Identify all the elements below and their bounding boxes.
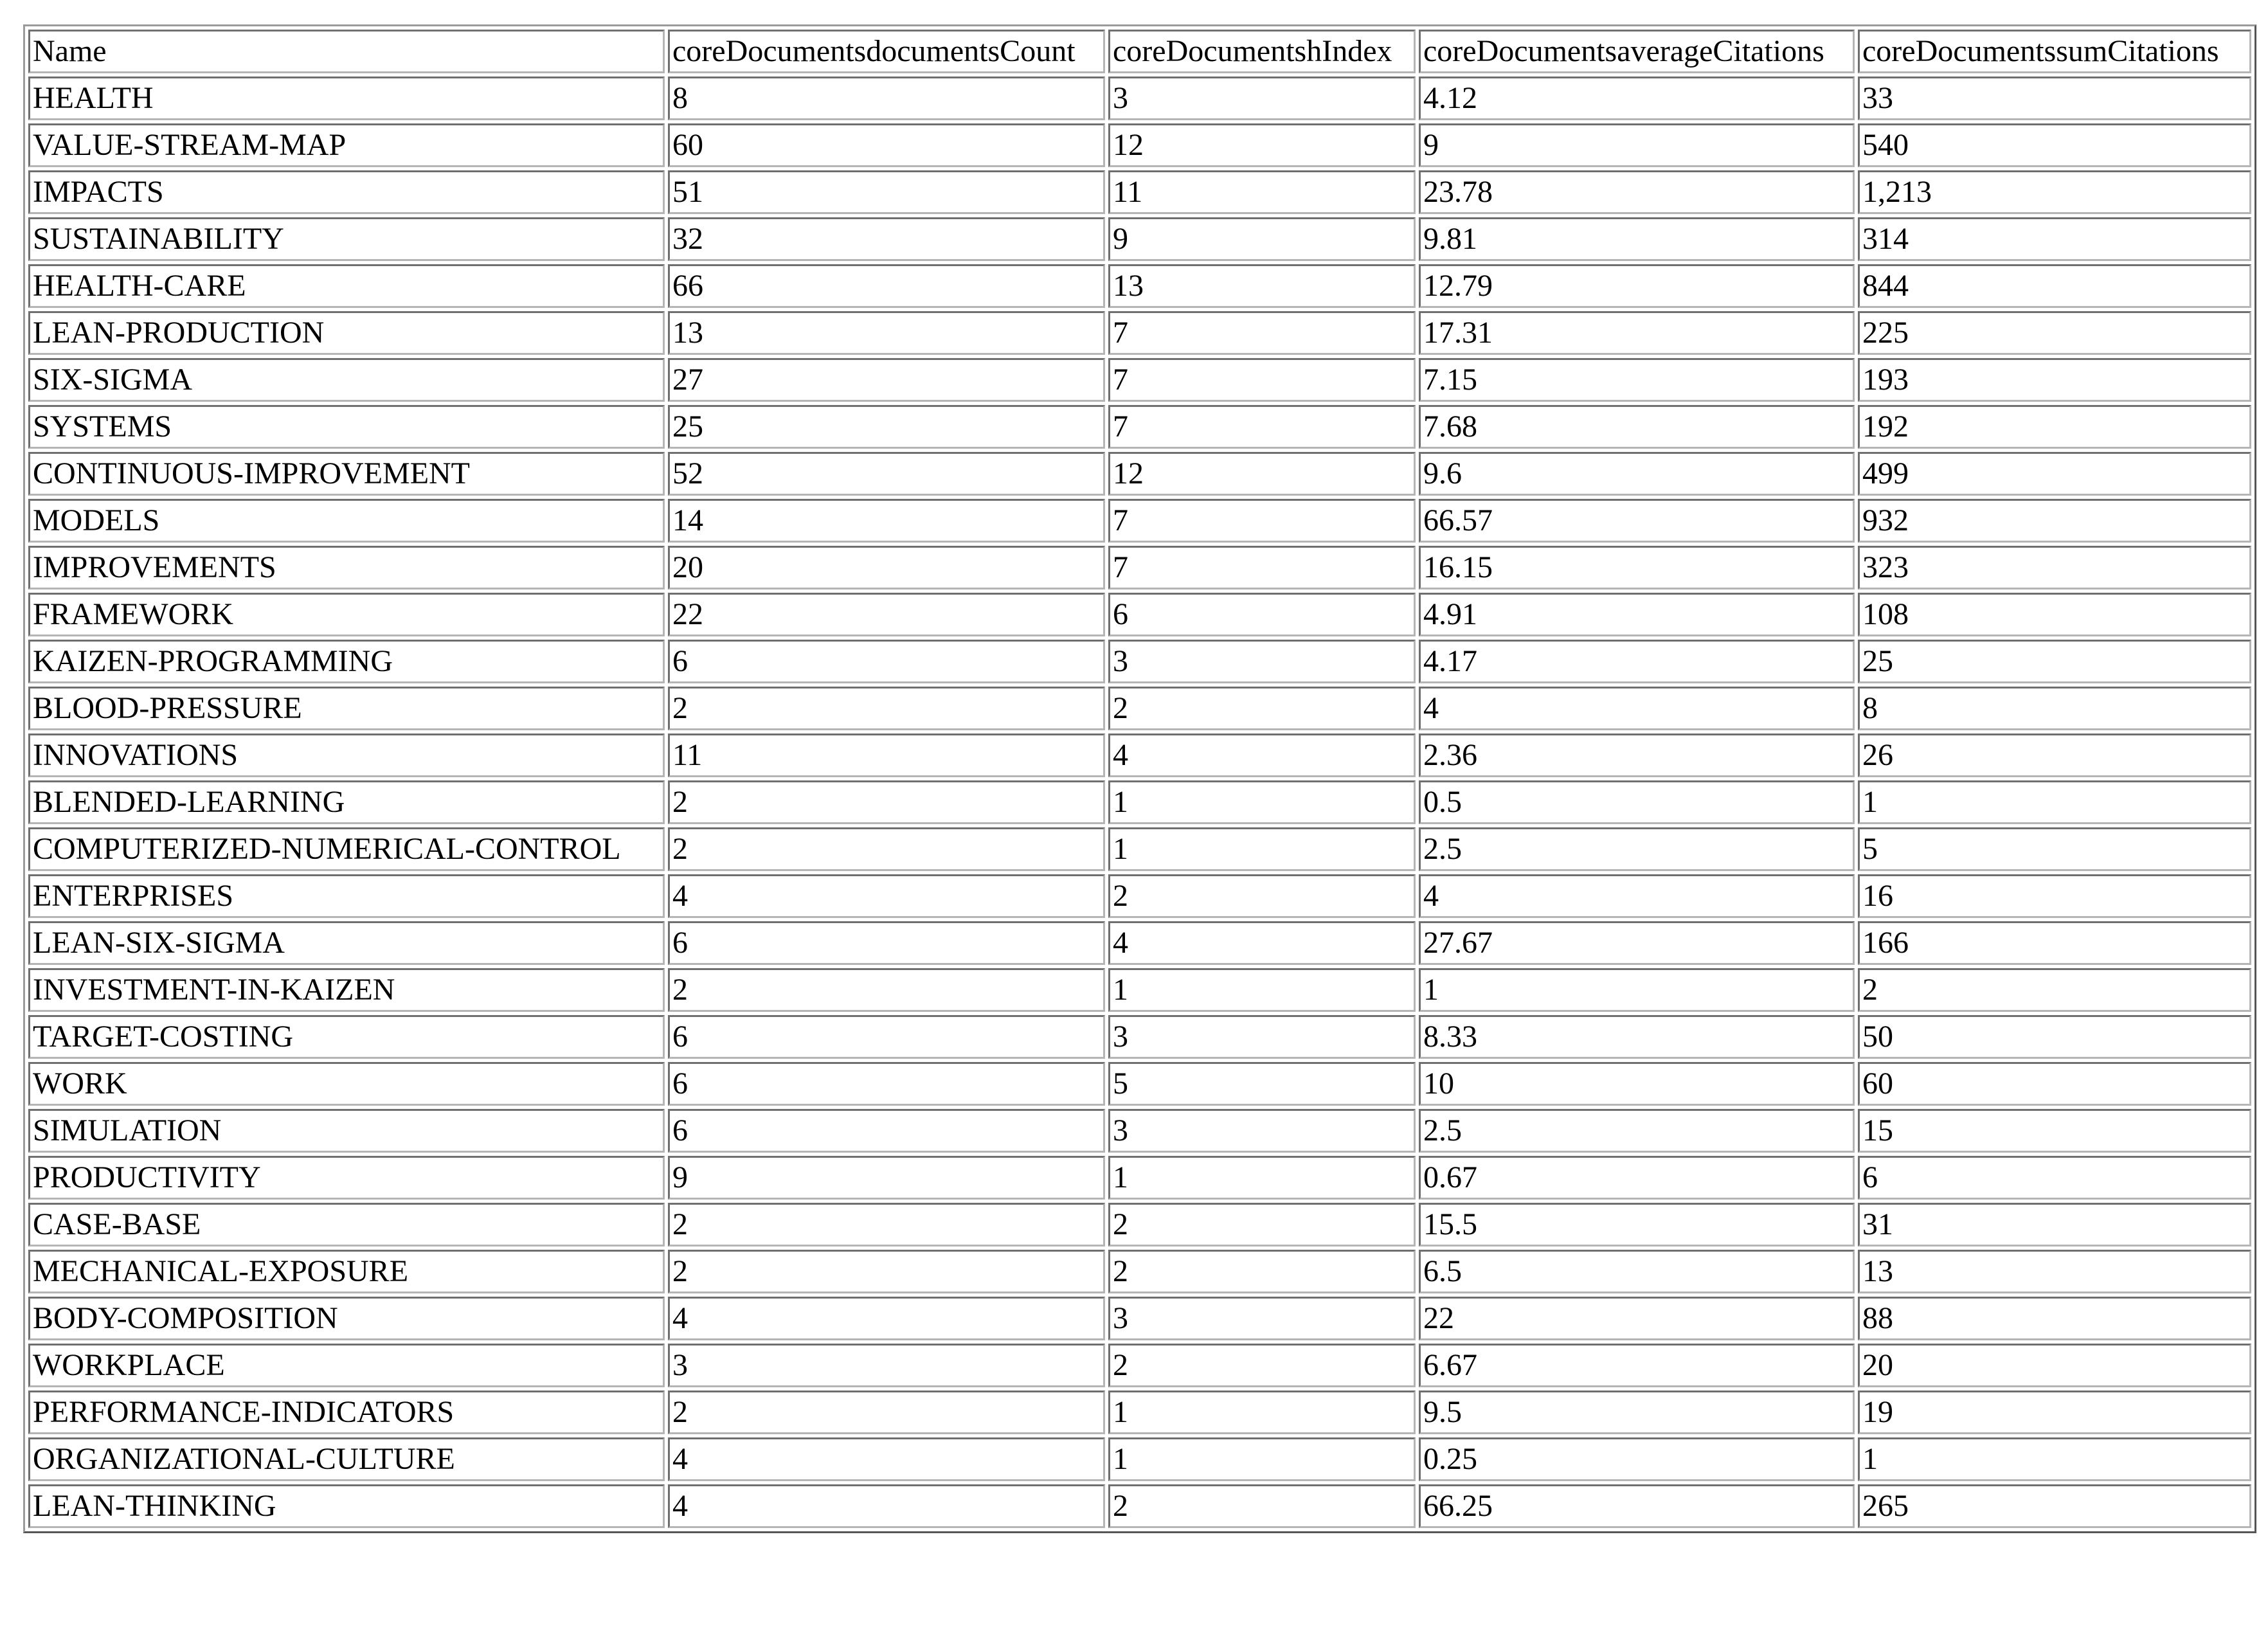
cell-documents-count: 2: [668, 1203, 1105, 1246]
cell-h-index: 7: [1108, 358, 1416, 402]
cell-documents-count: 6: [668, 1109, 1105, 1153]
cell-sum-citations: 166: [1858, 921, 2251, 965]
cell-documents-count: 4: [668, 1437, 1105, 1481]
table-row: [28, 593, 2251, 636]
table-row: [28, 1062, 2251, 1106]
header-average-citations: coreDocumentsaverageCitations: [1419, 30, 1855, 73]
cell-documents-count: 20: [668, 546, 1105, 590]
cell-sum-citations: 33: [1858, 76, 2251, 120]
cell-name: ENTERPRISES: [28, 874, 665, 918]
cell-name: BLOOD-PRESSURE: [28, 687, 665, 730]
cell-average-citations: 4.12: [1419, 76, 1855, 120]
cell-name: VALUE-STREAM-MAP: [28, 123, 665, 167]
cell-h-index: 1: [1108, 827, 1416, 871]
cell-average-citations: 12.79: [1419, 264, 1855, 308]
cell-average-citations: 6.67: [1419, 1344, 1855, 1387]
cell-average-citations: 66.57: [1419, 499, 1855, 543]
cell-h-index: 12: [1108, 452, 1416, 496]
cell-name: LEAN-SIX-SIGMA: [28, 921, 665, 965]
cell-sum-citations: 932: [1858, 499, 2251, 543]
cell-sum-citations: 26: [1858, 734, 2251, 777]
cell-name: MECHANICAL-EXPOSURE: [28, 1250, 665, 1293]
cell-documents-count: 6: [668, 1015, 1105, 1059]
table-row: [28, 687, 2251, 730]
cell-h-index: 12: [1108, 123, 1416, 167]
cell-average-citations: 1: [1419, 968, 1855, 1012]
cell-documents-count: 4: [668, 1297, 1105, 1340]
table-row: [28, 1250, 2251, 1293]
cell-documents-count: 32: [668, 217, 1105, 261]
cell-documents-count: 22: [668, 593, 1105, 636]
data-table: [23, 24, 2256, 1533]
cell-name: SUSTAINABILITY: [28, 217, 665, 261]
table-row: [28, 734, 2251, 777]
cell-name: FRAMEWORK: [28, 593, 665, 636]
cell-documents-count: 2: [668, 780, 1105, 824]
cell-average-citations: 16.15: [1419, 546, 1855, 590]
cell-name: CONTINUOUS-IMPROVEMENT: [28, 452, 665, 496]
cell-average-citations: 15.5: [1419, 1203, 1855, 1246]
cell-sum-citations: 13: [1858, 1250, 2251, 1293]
cell-sum-citations: 314: [1858, 217, 2251, 261]
cell-sum-citations: 108: [1858, 593, 2251, 636]
table-row: [28, 1344, 2251, 1387]
cell-documents-count: 2: [668, 827, 1105, 871]
cell-name: IMPROVEMENTS: [28, 546, 665, 590]
table-body: [28, 76, 2251, 1528]
table-container: [23, 24, 2245, 1533]
cell-documents-count: 25: [668, 405, 1105, 449]
cell-sum-citations: 1,213: [1858, 170, 2251, 214]
cell-name: SIMULATION: [28, 1109, 665, 1153]
cell-sum-citations: 20: [1858, 1344, 2251, 1387]
cell-average-citations: 9.6: [1419, 452, 1855, 496]
cell-h-index: 2: [1108, 874, 1416, 918]
cell-average-citations: 2.36: [1419, 734, 1855, 777]
cell-sum-citations: 265: [1858, 1484, 2251, 1528]
cell-h-index: 3: [1108, 1109, 1416, 1153]
cell-name: LEAN-THINKING: [28, 1484, 665, 1528]
cell-documents-count: 2: [668, 1250, 1105, 1293]
table-row: [28, 874, 2251, 918]
cell-sum-citations: 5: [1858, 827, 2251, 871]
cell-documents-count: 9: [668, 1156, 1105, 1200]
cell-name: ORGANIZATIONAL-CULTURE: [28, 1437, 665, 1481]
cell-documents-count: 60: [668, 123, 1105, 167]
cell-average-citations: 2.5: [1419, 827, 1855, 871]
cell-h-index: 2: [1108, 1203, 1416, 1246]
table-row: [28, 123, 2251, 167]
cell-average-citations: 23.78: [1419, 170, 1855, 214]
cell-name: LEAN-PRODUCTION: [28, 311, 665, 355]
cell-h-index: 4: [1108, 921, 1416, 965]
cell-name: WORK: [28, 1062, 665, 1106]
cell-documents-count: 4: [668, 1484, 1105, 1528]
cell-name: PERFORMANCE-INDICATORS: [28, 1390, 665, 1434]
cell-documents-count: 6: [668, 1062, 1105, 1106]
cell-name: SIX-SIGMA: [28, 358, 665, 402]
table-row: [28, 264, 2251, 308]
cell-sum-citations: 6: [1858, 1156, 2251, 1200]
cell-documents-count: 66: [668, 264, 1105, 308]
cell-average-citations: 7.68: [1419, 405, 1855, 449]
table-row: [28, 1484, 2251, 1528]
table-row: [28, 76, 2251, 120]
cell-name: TARGET-COSTING: [28, 1015, 665, 1059]
cell-sum-citations: 1: [1858, 780, 2251, 824]
table-row: [28, 1109, 2251, 1153]
cell-name: SYSTEMS: [28, 405, 665, 449]
cell-average-citations: 0.5: [1419, 780, 1855, 824]
table-row: [28, 921, 2251, 965]
cell-average-citations: 9.81: [1419, 217, 1855, 261]
table-row: [28, 780, 2251, 824]
cell-h-index: 2: [1108, 687, 1416, 730]
cell-sum-citations: 16: [1858, 874, 2251, 918]
table-header: [28, 30, 2251, 73]
cell-documents-count: 52: [668, 452, 1105, 496]
table-row: [28, 405, 2251, 449]
header-name: Name: [28, 30, 665, 73]
cell-h-index: 7: [1108, 546, 1416, 590]
cell-h-index: 4: [1108, 734, 1416, 777]
cell-h-index: 7: [1108, 405, 1416, 449]
table-row: [28, 311, 2251, 355]
cell-h-index: 1: [1108, 1156, 1416, 1200]
cell-h-index: 5: [1108, 1062, 1416, 1106]
cell-name: BODY-COMPOSITION: [28, 1297, 665, 1340]
header-sum-citations: coreDocumentssumCitations: [1858, 30, 2251, 73]
table-row: [28, 217, 2251, 261]
table-row: [28, 1437, 2251, 1481]
cell-h-index: 1: [1108, 968, 1416, 1012]
cell-h-index: 2: [1108, 1250, 1416, 1293]
table-row: [28, 358, 2251, 402]
cell-h-index: 9: [1108, 217, 1416, 261]
cell-documents-count: 2: [668, 1390, 1105, 1434]
cell-average-citations: 27.67: [1419, 921, 1855, 965]
cell-h-index: 1: [1108, 1390, 1416, 1434]
cell-sum-citations: 31: [1858, 1203, 2251, 1246]
cell-name: HEALTH-CARE: [28, 264, 665, 308]
cell-sum-citations: 193: [1858, 358, 2251, 402]
cell-sum-citations: 540: [1858, 123, 2251, 167]
cell-name: WORKPLACE: [28, 1344, 665, 1387]
cell-documents-count: 8: [668, 76, 1105, 120]
cell-documents-count: 6: [668, 921, 1105, 965]
cell-average-citations: 4.17: [1419, 640, 1855, 683]
cell-name: BLENDED-LEARNING: [28, 780, 665, 824]
header-h-index: coreDocumentshIndex: [1108, 30, 1416, 73]
cell-sum-citations: 844: [1858, 264, 2251, 308]
cell-name: INNOVATIONS: [28, 734, 665, 777]
cell-sum-citations: 323: [1858, 546, 2251, 590]
cell-documents-count: 4: [668, 874, 1105, 918]
table-row: [28, 170, 2251, 214]
cell-h-index: 3: [1108, 1297, 1416, 1340]
cell-documents-count: 6: [668, 640, 1105, 683]
table-row: [28, 640, 2251, 683]
cell-average-citations: 9.5: [1419, 1390, 1855, 1434]
table-row: [28, 1390, 2251, 1434]
table-row: [28, 827, 2251, 871]
cell-sum-citations: 25: [1858, 640, 2251, 683]
table-row: [28, 1297, 2251, 1340]
cell-documents-count: 2: [668, 687, 1105, 730]
cell-sum-citations: 8: [1858, 687, 2251, 730]
cell-sum-citations: 19: [1858, 1390, 2251, 1434]
cell-sum-citations: 50: [1858, 1015, 2251, 1059]
cell-sum-citations: 499: [1858, 452, 2251, 496]
cell-documents-count: 14: [668, 499, 1105, 543]
table-row: [28, 1015, 2251, 1059]
cell-average-citations: 9: [1419, 123, 1855, 167]
cell-documents-count: 11: [668, 734, 1105, 777]
cell-h-index: 3: [1108, 76, 1416, 120]
cell-h-index: 3: [1108, 1015, 1416, 1059]
cell-sum-citations: 192: [1858, 405, 2251, 449]
header-row: [28, 30, 2251, 73]
cell-average-citations: 2.5: [1419, 1109, 1855, 1153]
table-row: [28, 968, 2251, 1012]
cell-name: PRODUCTIVITY: [28, 1156, 665, 1200]
cell-name: COMPUTERIZED-NUMERICAL-CONTROL: [28, 827, 665, 871]
cell-average-citations: 0.67: [1419, 1156, 1855, 1200]
cell-sum-citations: 88: [1858, 1297, 2251, 1340]
cell-h-index: 2: [1108, 1344, 1416, 1387]
cell-documents-count: 3: [668, 1344, 1105, 1387]
cell-average-citations: 4: [1419, 687, 1855, 730]
cell-documents-count: 51: [668, 170, 1105, 214]
cell-name: IMPACTS: [28, 170, 665, 214]
cell-h-index: 3: [1108, 640, 1416, 683]
cell-average-citations: 4: [1419, 874, 1855, 918]
cell-h-index: 6: [1108, 593, 1416, 636]
cell-average-citations: 0.25: [1419, 1437, 1855, 1481]
cell-sum-citations: 60: [1858, 1062, 2251, 1106]
cell-sum-citations: 2: [1858, 968, 2251, 1012]
table-row: [28, 1156, 2251, 1200]
cell-h-index: 2: [1108, 1484, 1416, 1528]
cell-documents-count: 2: [668, 968, 1105, 1012]
cell-sum-citations: 1: [1858, 1437, 2251, 1481]
cell-average-citations: 10: [1419, 1062, 1855, 1106]
cell-name: HEALTH: [28, 76, 665, 120]
table-row: [28, 499, 2251, 543]
table-row: [28, 546, 2251, 590]
cell-h-index: 7: [1108, 499, 1416, 543]
cell-documents-count: 13: [668, 311, 1105, 355]
cell-average-citations: 66.25: [1419, 1484, 1855, 1528]
cell-name: KAIZEN-PROGRAMMING: [28, 640, 665, 683]
cell-sum-citations: 15: [1858, 1109, 2251, 1153]
cell-average-citations: 6.5: [1419, 1250, 1855, 1293]
cell-average-citations: 22: [1419, 1297, 1855, 1340]
cell-name: CASE-BASE: [28, 1203, 665, 1246]
cell-average-citations: 4.91: [1419, 593, 1855, 636]
cell-sum-citations: 225: [1858, 311, 2251, 355]
cell-average-citations: 7.15: [1419, 358, 1855, 402]
cell-h-index: 7: [1108, 311, 1416, 355]
cell-documents-count: 27: [668, 358, 1105, 402]
cell-h-index: 1: [1108, 780, 1416, 824]
cell-name: INVESTMENT-IN-KAIZEN: [28, 968, 665, 1012]
cell-h-index: 1: [1108, 1437, 1416, 1481]
cell-name: MODELS: [28, 499, 665, 543]
table-row: [28, 452, 2251, 496]
cell-h-index: 11: [1108, 170, 1416, 214]
header-documents-count: coreDocumentsdocumentsCount: [668, 30, 1105, 73]
cell-average-citations: 17.31: [1419, 311, 1855, 355]
table-row: [28, 1203, 2251, 1246]
cell-average-citations: 8.33: [1419, 1015, 1855, 1059]
cell-h-index: 13: [1108, 264, 1416, 308]
